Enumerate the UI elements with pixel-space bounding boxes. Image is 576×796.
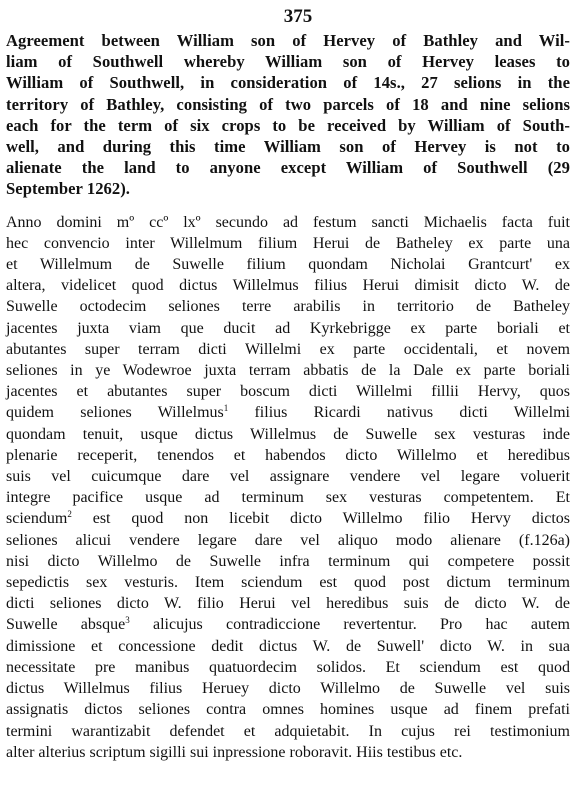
text-line: plenarie receperit, tenendos et habendos dicto Willelmo et heredibus xyxy=(6,446,570,464)
text-line: dicti seliones dicto W. filio Herui vel heredibus suis de dicto W. de xyxy=(6,595,570,613)
text-fragment: sciendum xyxy=(6,510,68,528)
text-fragment: filius Ricardi nativus dicti Willelmi xyxy=(228,404,570,422)
text-line: seliones in ye Wodewroe juxta terram abbatis de la Dale ex parte boriali xyxy=(6,362,570,380)
text-line xyxy=(6,614,570,635)
text-line: suis vel cuicumque dare vel assignare vendere vel legare voluerit xyxy=(6,468,570,486)
text-line: alter alterius scriptum sigilli sui inpressione roboravit. Hiis testibus etc. xyxy=(6,743,463,761)
summary-line: territory of Bathley, consisting of two parcels of 18 and nine selions xyxy=(6,94,570,114)
text-line: hec convencio inter Willelmum filium Herui de Batheley ex parte una xyxy=(6,234,570,252)
text-line: dimissione et concessione dedit dictus W. de Suwell' dicto W. in sua xyxy=(6,637,570,655)
text-line: Suwelle octodecim seliones terre arabilis in territorio de Batheley xyxy=(6,298,570,316)
text-line: jacentes juxta viam que ducit ad Kyrkebrigge ex parte boriali et xyxy=(6,319,570,337)
text-line: Anno domini mº ccº lxº secundo ad festum sancti Michaelis facta fuit xyxy=(6,213,570,231)
charter-summary xyxy=(6,30,570,200)
footnote-reference: 1 xyxy=(223,403,229,414)
text-fragment: est quod non licebit dicto Willelmo filio Hervy dictos xyxy=(71,510,570,528)
text-line: sepedictis sex vesturis. Item sciendum est quod post dictum terminum xyxy=(6,574,570,592)
text-line: nisi dicto Willelmo de Suwelle infra terminum qui competere possit xyxy=(6,552,570,570)
text-line: integre pacifice usque ad terminum sex vesturas competentem. Et xyxy=(6,489,570,507)
document-page xyxy=(6,6,570,763)
text-line: necessitate pre manibus quatuordecim solidos. Et sciendum est quod xyxy=(6,658,570,676)
summary-line: September 1262). xyxy=(6,179,131,199)
summary-line: alienate the land to anyone except William of Southwell (29 xyxy=(6,158,570,178)
text-line: altera, videlicet quod dictus Willelmus filius Herui dimisit dicto W. de xyxy=(6,277,570,295)
footnote-reference: 3 xyxy=(125,615,130,626)
summary-line: each for the term of six crops to be received by William of South- xyxy=(6,115,570,135)
text-line xyxy=(6,402,570,423)
summary-line: Agreement between William son of Hervey of Bathley and Wil- xyxy=(6,31,570,50)
summary-line: liam of Southwell whereby William son of Hervey leases to xyxy=(6,52,570,72)
text-line: termini warantizabit defendet et adquietabit. In cujus rei testimonium xyxy=(6,722,570,740)
latin-charter-text xyxy=(6,212,570,763)
text-line: jacentes et abutantes super boscum dicti Willelmi fillii Hervy, quos xyxy=(6,383,570,401)
text-fragment: Suwelle absque xyxy=(6,616,126,634)
summary-line: well, and during this time William son of Hervey is not to xyxy=(6,137,570,157)
footnote-reference: 2 xyxy=(67,509,72,520)
summary-line: William of Southwell, in consideration of 14s., 27 selions in the xyxy=(6,73,570,93)
text-line: et Willelmum de Suwelle filium quondam Nicholai Grantcurt' ex xyxy=(6,256,570,274)
text-fragment: quidem seliones Willelmus xyxy=(6,404,224,422)
page-number: 375 xyxy=(283,6,313,27)
text-line: quondam tenuit, usque dictus Willelmus de Suwelle sex vesturas inde xyxy=(6,425,570,443)
text-line: seliones alicui vendere legare dare vel aliquo modo alienare (f.126a) xyxy=(6,531,570,549)
text-line: abutantes super terram dicti Willelmi ex parte occidentali, et novem xyxy=(6,340,570,358)
text-line: assignatis dictos seliones contra omnes homines usque ad finem prefati xyxy=(6,701,570,719)
text-line xyxy=(6,508,570,529)
text-fragment: alicujus contradiccione revertentur. Pro hac autem xyxy=(129,616,570,634)
text-line: dictus Willelmus filius Heruey dicto Willelmo de Suwelle vel suis xyxy=(6,680,570,698)
